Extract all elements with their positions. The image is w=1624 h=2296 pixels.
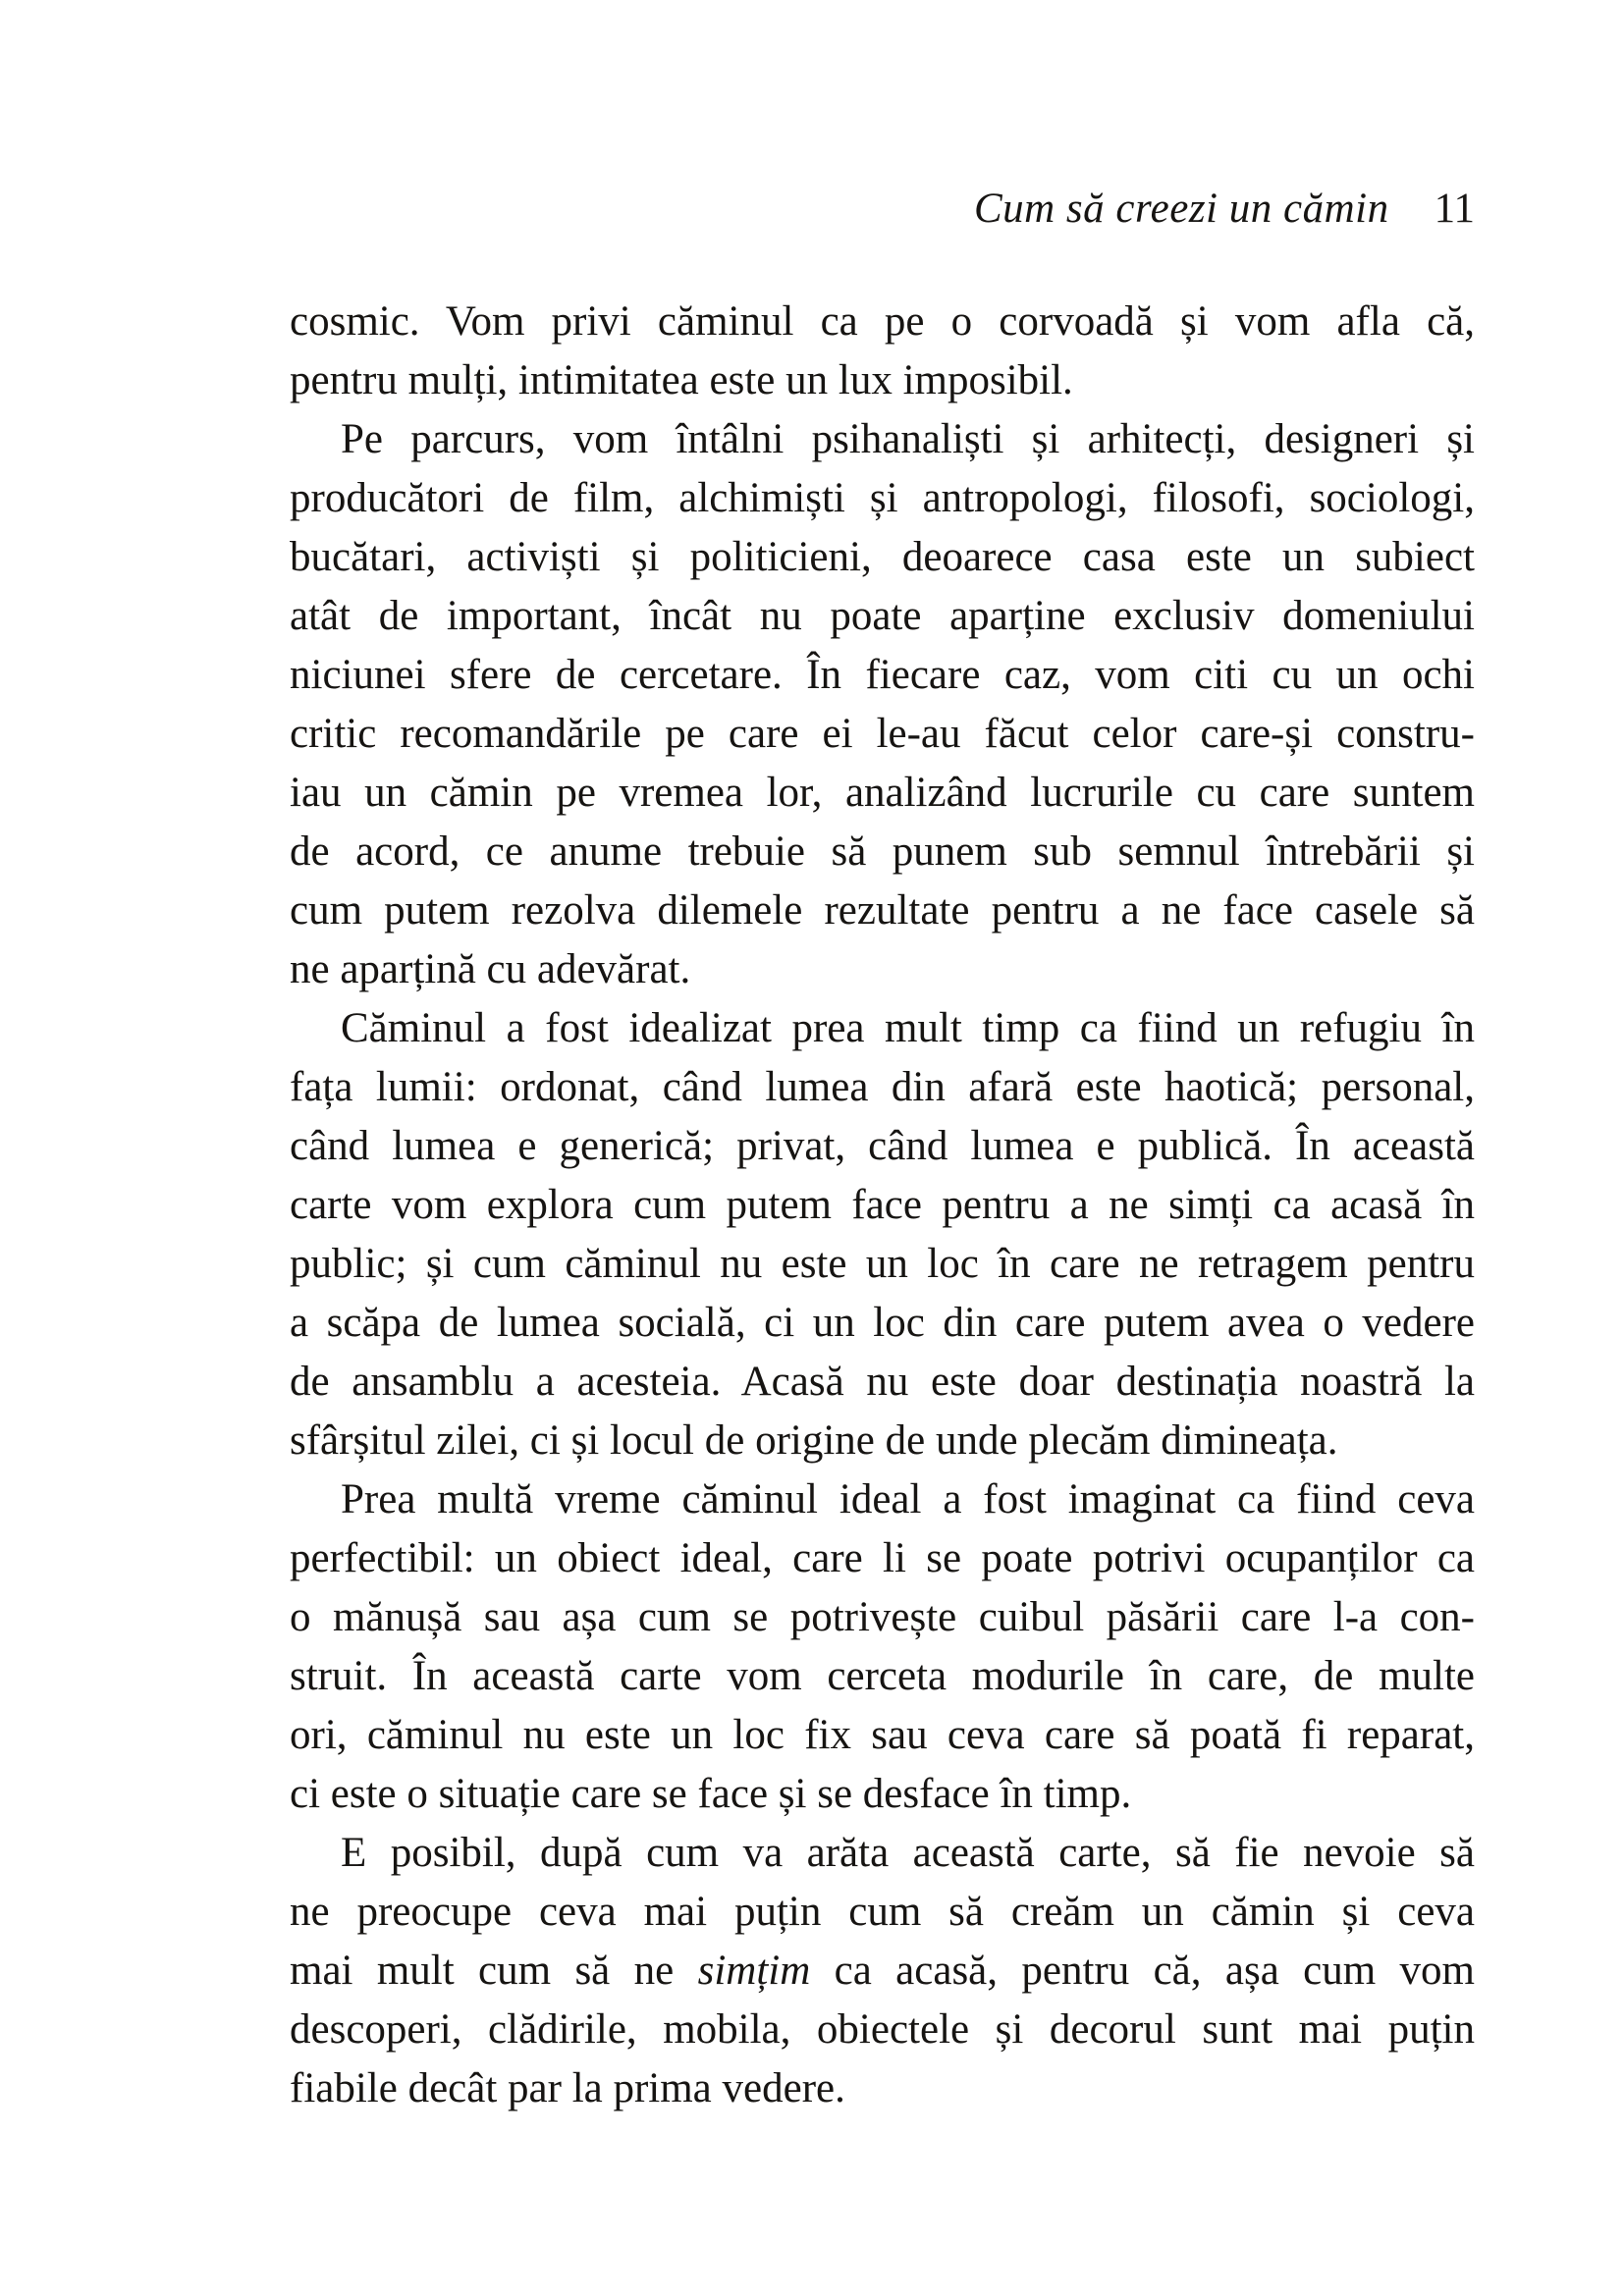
text-line-content <box>290 1117 1475 1176</box>
text-line <box>290 410 1475 469</box>
text-line-content <box>290 2001 1475 2059</box>
text-segment: producători de film, alchimiști și antropologi, filosofi, sociologi, <box>290 475 1475 521</box>
text-segment: când lumea e generică; privat, când lumea e publică. În această <box>290 1123 1475 1169</box>
text-line <box>290 1176 1475 1235</box>
text-line <box>290 764 1475 823</box>
text-segment: pentru mulți, intimitatea este un lux imposibil. <box>290 357 1073 403</box>
text-segment: niciunei sfere de cercetare. În fiecare caz, vom citi cu un ochi <box>290 652 1475 698</box>
text-line-content <box>290 1294 1475 1353</box>
page-header <box>290 183 1475 236</box>
text-line-content <box>290 764 1475 823</box>
text-line-content <box>290 587 1475 646</box>
text-segment: Căminul a fost idealizat prea mult timp ca fiind un refugiu în <box>341 1005 1475 1051</box>
text-segment: o mănușă sau așa cum se potrivește cuibul păsării care l-a con- <box>290 1594 1475 1640</box>
text-line <box>290 1470 1475 1529</box>
text-segment: iau un cămin pe vremea lor, analizând lucrurile cu care suntem <box>290 770 1475 816</box>
text-segment: carte vom explora cum putem face pentru a ne simți ca acasă în <box>290 1182 1475 1228</box>
text-line <box>290 705 1475 764</box>
text-segment: fața lumii: ordonat, când lumea din afară este haotică; personal, <box>290 1064 1475 1110</box>
text-segment: a scăpa de lumea socială, ci un loc din care putem avea o vedere <box>290 1300 1475 1346</box>
text-segment: fiabile decât par la prima vedere. <box>290 2065 845 2111</box>
text-line <box>290 2001 1475 2059</box>
text-line <box>290 1883 1475 1942</box>
text-segment: bucătari, activiști și politicieni, deoarece casa este un subiect <box>290 534 1475 580</box>
page-body <box>290 293 1475 2118</box>
text-line-content <box>341 1824 1475 1883</box>
text-line <box>290 528 1475 587</box>
text-segment: mai mult cum să ne <box>290 1948 698 1994</box>
text-segment: critic recomandările pe care ei le-au făcut celor care-și constru- <box>290 711 1475 757</box>
text-line <box>290 1765 1475 1824</box>
text-line-content <box>290 2059 845 2118</box>
text-line <box>290 2059 1475 2118</box>
text-line <box>290 1412 1475 1470</box>
text-segment: struit. În această carte vom cerceta modurile în care, de multe <box>290 1653 1475 1699</box>
text-line <box>290 646 1475 705</box>
text-line <box>290 1117 1475 1176</box>
text-line-content <box>290 1883 1475 1942</box>
text-segment: ori, căminul nu este un loc fix sau ceva care să poată fi reparat, <box>290 1712 1475 1758</box>
emphasized-text: simțim <box>697 1948 811 1994</box>
text-line-content <box>290 1765 1131 1824</box>
text-line <box>290 1529 1475 1588</box>
text-line-content <box>290 1235 1475 1294</box>
text-line-content <box>341 1470 1475 1529</box>
page-number: 11 <box>1434 186 1475 232</box>
text-line-content <box>290 1588 1475 1647</box>
text-line <box>290 1353 1475 1412</box>
text-segment: de acord, ce anume trebuie să punem sub semnul întrebării și <box>290 828 1475 875</box>
text-line <box>290 1824 1475 1883</box>
text-line-content <box>290 646 1475 705</box>
text-line-content <box>290 351 1073 410</box>
text-line <box>290 1294 1475 1353</box>
text-line-content <box>290 1058 1475 1117</box>
running-head-title: Cum să creezi un cămin <box>973 186 1389 232</box>
text-segment: de ansamblu a acesteia. Acasă nu este doar destinația noastră la <box>290 1359 1475 1405</box>
text-segment: descoperi, clădirile, mobila, obiectele și decorul sunt mai puțin <box>290 2006 1475 2053</box>
text-segment: cosmic. Vom privi căminul ca pe o corvoadă și vom afla că, <box>290 298 1475 345</box>
text-line-content <box>290 1647 1475 1706</box>
text-line <box>290 1235 1475 1294</box>
text-segment: atât de important, încât nu poate aparține exclusiv domeniului <box>290 593 1475 639</box>
text-line-content <box>290 1706 1475 1765</box>
text-line-content <box>290 528 1475 587</box>
text-line-content <box>290 1942 1475 2001</box>
text-segment: ne preocupe ceva mai puțin cum să creăm un cămin și ceva <box>290 1889 1475 1935</box>
text-line <box>290 940 1475 999</box>
text-line <box>290 823 1475 881</box>
text-segment: ca acasă, pentru că, așa cum vom <box>810 1948 1475 1994</box>
text-line <box>290 587 1475 646</box>
text-line <box>290 469 1475 528</box>
text-line-content <box>341 999 1475 1058</box>
text-line <box>290 881 1475 940</box>
text-line <box>290 1588 1475 1647</box>
text-segment: E posibil, după cum va arăta această carte, să fie nevoie să <box>341 1830 1475 1876</box>
text-line-content <box>290 293 1475 351</box>
text-line-content <box>290 823 1475 881</box>
text-line-content <box>290 940 690 999</box>
text-segment: perfectibil: un obiect ideal, care li se poate potrivi ocupanților ca <box>290 1535 1475 1581</box>
text-segment: sfârșitul zilei, ci și locul de origine de unde plecăm dimineața. <box>290 1417 1338 1464</box>
text-segment: cum putem rezolva dilemele rezultate pentru a ne face casele să <box>290 887 1475 934</box>
text-line-content <box>290 469 1475 528</box>
text-line-content <box>341 410 1475 469</box>
text-line-content <box>290 1176 1475 1235</box>
text-line <box>290 1647 1475 1706</box>
text-line-content <box>290 881 1475 940</box>
text-line <box>290 1942 1475 2001</box>
text-line <box>290 1706 1475 1765</box>
text-line <box>290 999 1475 1058</box>
text-segment: ne aparțină cu adevărat. <box>290 946 691 992</box>
text-line-content <box>290 1529 1475 1588</box>
text-segment: ci este o situație care se face și se desface în timp. <box>290 1771 1132 1817</box>
text-line-content <box>290 1412 1337 1470</box>
text-segment: public; și cum căminul nu este un loc în care ne retragem pentru <box>290 1241 1475 1287</box>
text-segment: Pe parcurs, vom întâlni psihanaliști și arhitecți, designeri și <box>341 416 1475 462</box>
text-line-content <box>290 1353 1475 1412</box>
text-line <box>290 293 1475 351</box>
text-line-content <box>290 705 1475 764</box>
text-segment: Prea multă vreme căminul ideal a fost imaginat ca fiind ceva <box>341 1476 1475 1522</box>
text-line <box>290 351 1475 410</box>
text-line <box>290 1058 1475 1117</box>
